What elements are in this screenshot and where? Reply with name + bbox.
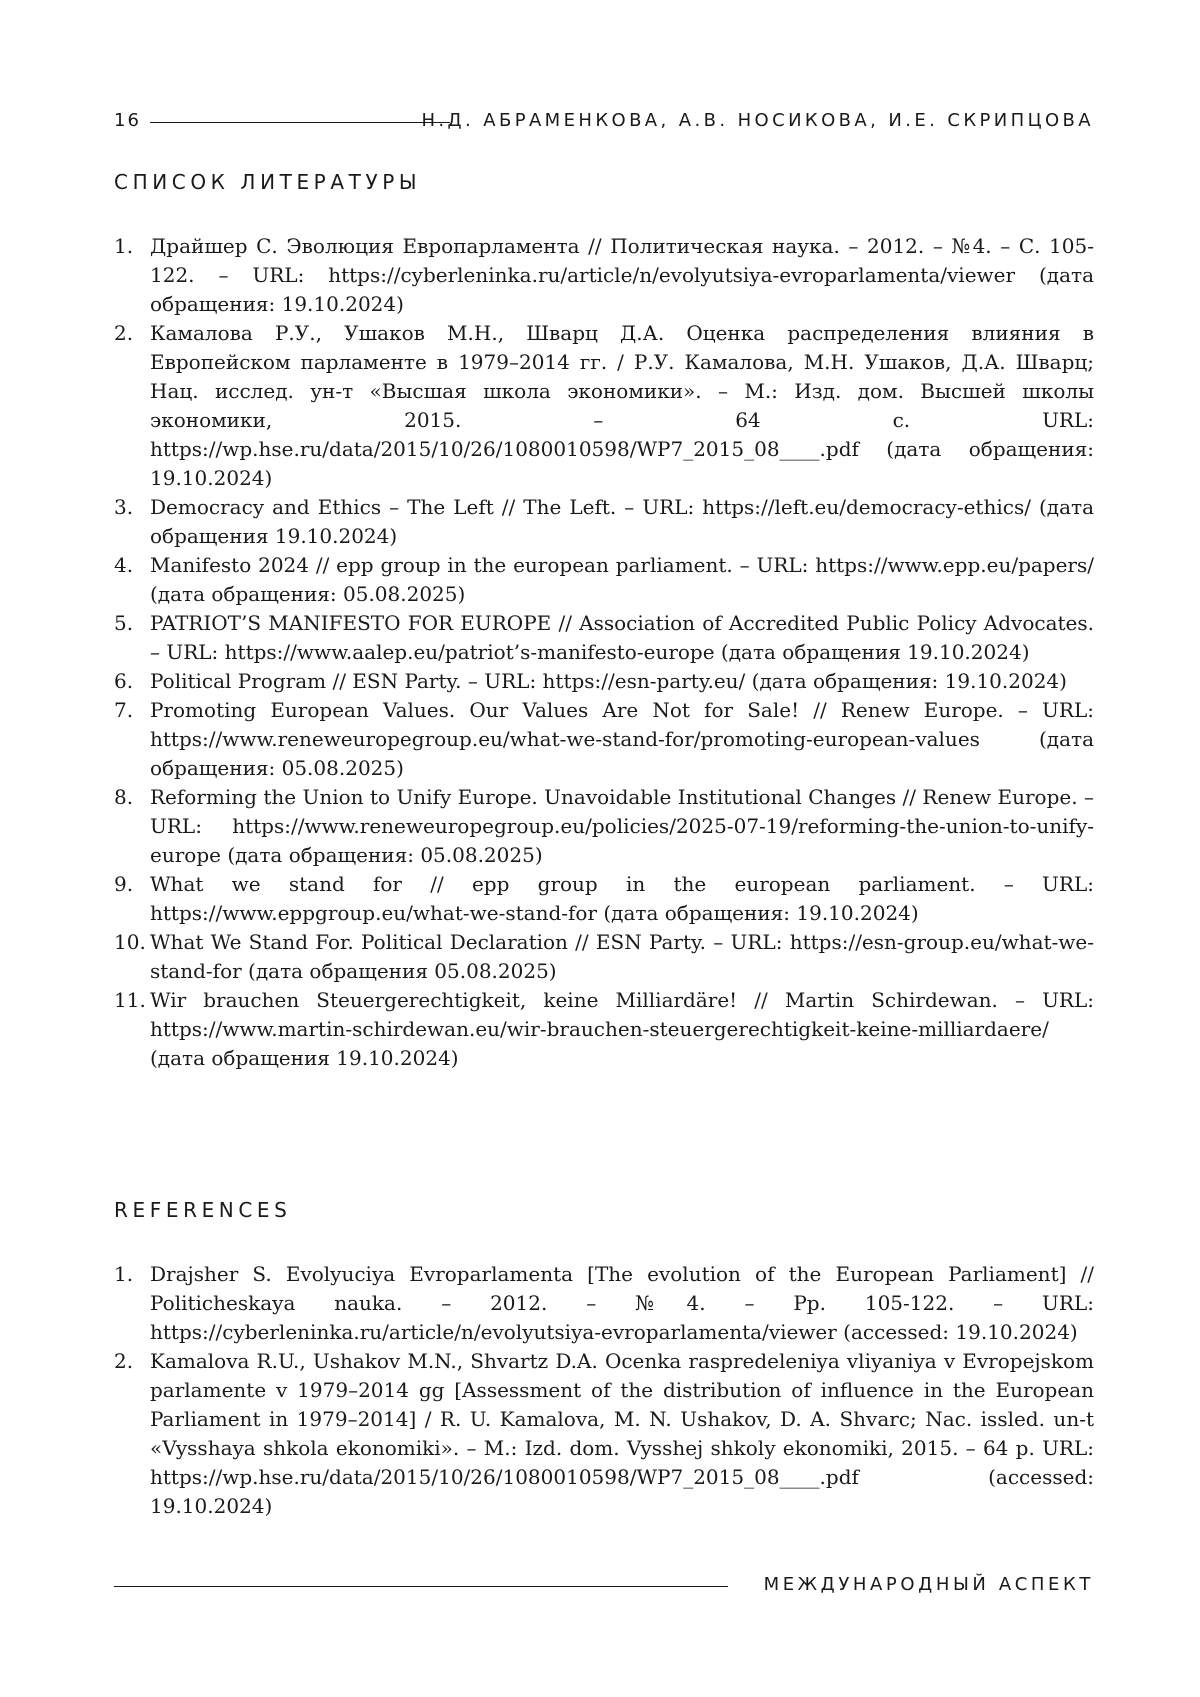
item-number: 6. xyxy=(114,669,134,693)
list-item xyxy=(114,986,1094,1073)
list-item xyxy=(114,1260,1094,1347)
references-title: REFERENCES xyxy=(114,1198,292,1222)
references-list xyxy=(114,1260,1094,1521)
item-number: 1. xyxy=(114,1262,134,1286)
list-item xyxy=(114,667,1094,696)
item-text: Manifesto 2024 // epp group in the european parliament. – URL: https://www.epp.eu/papers/ (дата обращения: 05.08.2025) xyxy=(150,553,1094,606)
header-rule xyxy=(150,122,450,123)
list-item xyxy=(114,928,1094,986)
item-text: Political Program // ESN Party. – URL: https://esn-party.eu/ (дата обращения: 19.10.2024) xyxy=(150,669,1067,693)
page-footer xyxy=(114,1572,1094,1600)
running-head-authors: Н.Д. АБРАМЕНКОВА, А.В. НОСИКОВА, И.Е. СКРИПЦОВА xyxy=(421,110,1094,131)
list-item xyxy=(114,319,1094,493)
item-number: 1. xyxy=(114,234,134,258)
list-item xyxy=(114,232,1094,319)
item-number: 8. xyxy=(114,785,134,809)
item-number: 5. xyxy=(114,611,134,635)
list-item xyxy=(114,870,1094,928)
page-number: 16 xyxy=(114,110,141,131)
journal-name: МЕЖДУНАРОДНЫЙ АСПЕКТ xyxy=(763,1574,1094,1595)
list-item xyxy=(114,783,1094,870)
list-item xyxy=(114,609,1094,667)
item-text: Democracy and Ethics – The Left // The Left. – URL: https://left.eu/democracy-ethics/ (дата обращения 19.10.2024) xyxy=(150,495,1094,548)
item-text: Drajsher S. Evolyuciya Evroparlamenta [The evolution of the European Parliament] // Politicheskaya nauka. – 2012. – №4. – Pp. 105-122. – URL: https://cyberleninka.ru/article/n/evolyutsiya-evroparlamenta/viewer (accessed: 19.10.2024) xyxy=(150,1262,1094,1344)
item-text: PATRIOT’S MANIFESTO FOR EUROPE // Association of Accredited Public Policy Advocates. – URL: https://www.aalep.eu/patriot’s-manifesto-europe (дата обращения 19.10.2024) xyxy=(150,611,1094,664)
item-text: Kamalova R.U., Ushakov M.N., Shvartz D.A. Ocenka raspredeleniya vliyaniya v Evropejskom parlamente v 1979–2014 gg [Assessment of the distribution of influence in the European Parliament in 1979–2014] / R. U. Kamalova, M. N. Ushakov, D. A. Shvarc; Nac. issled. un-t «Vysshaya shkola ekonomiki». – M.: Izd. dom. Vysshej shkoly ekonomiki, 2015. – 64 p. URL: https://wp.hse.ru/data/2015/10/26/1080010598/WP7_2015_08____.pdf (accessed: 19.10.2024) xyxy=(150,1349,1094,1518)
item-number: 11. xyxy=(114,988,146,1012)
item-number: 10. xyxy=(114,930,146,954)
item-text: Драйшер С. Эволюция Европарламента // Политическая наука. – 2012. – №4. – С. 105-122. – URL: https://cyberleninka.ru/article/n/evolyutsiya-evroparlamenta/viewer (дата обращения: 19.10.2024) xyxy=(150,234,1094,316)
item-text: Wir brauchen Steuergerechtigkeit, keine Milliardäre! // Martin Schirdewan. – URL: https://www.martin-schirdewan.eu/wir-brauchen-steuergerechtigkeit-keine-milliardaere/ (дата обращения 19.10.2024) xyxy=(150,988,1094,1070)
item-text: What we stand for // epp group in the european parliament. – URL: https://www.eppgroup.eu/what-we-stand-for (дата обращения: 19.10.2024) xyxy=(150,872,1094,925)
literature-title: СПИСОК ЛИТЕРАТУРЫ xyxy=(114,170,422,194)
literature-list xyxy=(114,232,1094,1073)
item-number: 7. xyxy=(114,698,134,722)
item-number: 2. xyxy=(114,1349,134,1373)
list-item xyxy=(114,493,1094,551)
item-number: 9. xyxy=(114,872,134,896)
item-number: 2. xyxy=(114,321,134,345)
item-number: 4. xyxy=(114,553,134,577)
footer-rule xyxy=(114,1586,728,1587)
item-number: 3. xyxy=(114,495,134,519)
list-item xyxy=(114,696,1094,783)
item-text: Reforming the Union to Unify Europe. Unavoidable Institutional Changes // Renew Europe. – URL: https://www.reneweuropegroup.eu/policies/2025-07-19/reforming-the-union-to-unify-europe (дата обращения: 05.08.2025) xyxy=(150,785,1094,867)
item-text: Promoting European Values. Our Values Are Not for Sale! // Renew Europe. – URL: https://www.reneweuropegroup.eu/what-we-stand-for/promoting-european-values (дата обращения: 05.08.2025) xyxy=(150,698,1094,780)
item-text: What We Stand For. Political Declaration // ESN Party. – URL: https://esn-group.eu/what-we-stand-for (дата обращения 05.08.2025) xyxy=(150,930,1094,983)
list-item xyxy=(114,1347,1094,1521)
item-text: Камалова Р.У., Ушаков М.Н., Шварц Д.А. Оценка распределения влияния в Европейском парламенте в 1979–2014 гг. / Р.У. Камалова, М.Н. Ушаков, Д.А. Шварц; Нац. исслед. ун-т «Высшая школа экономики». – М.: Изд. дом. Высшей школы экономики, 2015. – 64 с. URL: https://wp.hse.ru/data/2015/10/26/1080010598/WP7_2015_08____.pdf (дата обращения: 19.10.2024) xyxy=(150,321,1094,490)
page-header xyxy=(114,108,1094,136)
list-item xyxy=(114,551,1094,609)
